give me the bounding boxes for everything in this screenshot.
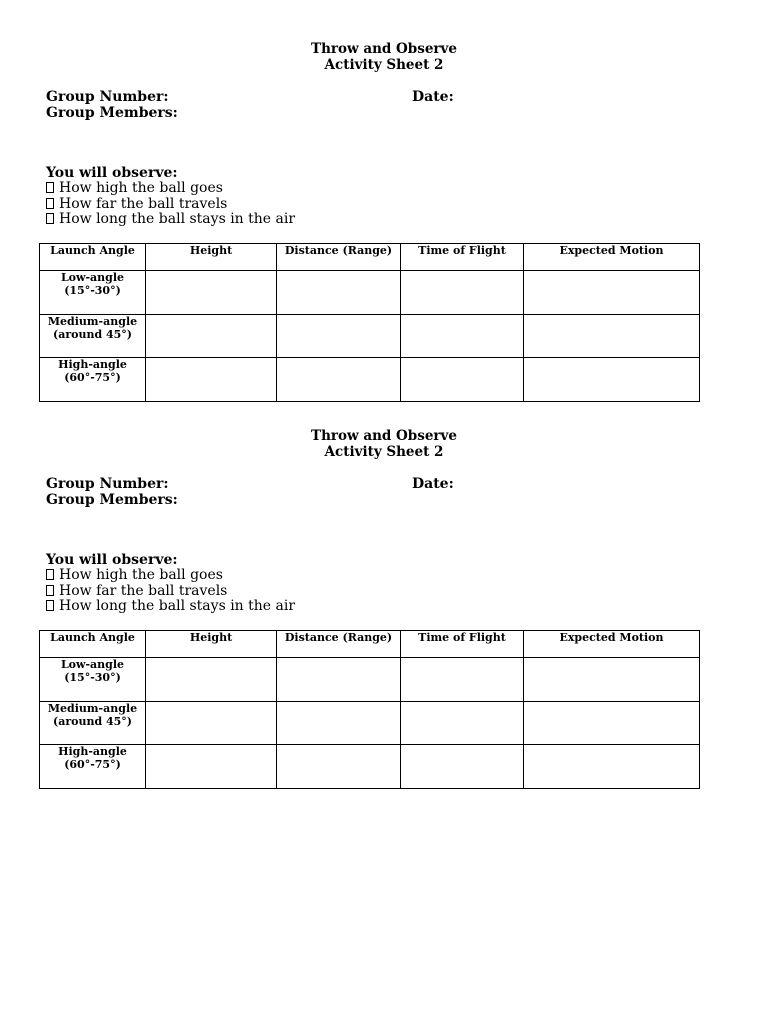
row-label-low-angle: Low-angle (15°-30°)	[40, 271, 146, 315]
header-launch-angle: Launch Angle	[40, 631, 146, 658]
checkbox-icon	[46, 182, 54, 193]
observe-item-label: How high the ball goes	[59, 567, 223, 583]
table-cell[interactable]	[146, 271, 277, 315]
table-cell[interactable]	[524, 315, 700, 358]
sheet-subtitle: Activity Sheet 2	[324, 444, 444, 460]
table-header-row	[40, 244, 700, 271]
header-expected-motion: Expected Motion	[524, 631, 700, 658]
table-cell[interactable]	[146, 358, 277, 402]
table-cell[interactable]	[277, 271, 401, 315]
table-row	[40, 745, 700, 789]
table-cell[interactable]	[277, 702, 401, 745]
observe-item	[46, 599, 295, 615]
activity-sheet-1	[0, 42, 768, 429]
checkbox-icon	[46, 600, 54, 611]
date-label: Date:	[412, 476, 454, 492]
observe-item-label: How long the ball stays in the air	[59, 211, 296, 228]
observe-item-label: How far the ball travels	[59, 582, 228, 599]
table-cell[interactable]	[524, 358, 700, 402]
table-cell[interactable]	[401, 745, 524, 789]
row-label-medium-angle: Medium-angle (around 45°)	[40, 702, 146, 745]
header-height: Height	[146, 244, 277, 271]
observe-item	[46, 568, 295, 584]
table-cell[interactable]	[277, 745, 401, 789]
header-time-of-flight: Time of Flight	[401, 631, 524, 658]
table-cell[interactable]	[146, 745, 277, 789]
observe-item	[46, 212, 295, 228]
checkbox-icon	[46, 569, 54, 580]
checkbox-icon	[46, 213, 54, 224]
table-row	[40, 315, 700, 358]
table-cell[interactable]	[401, 658, 524, 702]
observe-heading: You will observe:	[46, 552, 178, 568]
header-time-of-flight: Time of Flight	[401, 244, 524, 271]
sheet-title: Throw and Observe	[311, 41, 457, 57]
table-row	[40, 271, 700, 315]
group-members-label: Group Members:	[46, 105, 178, 121]
observe-item-label: How high the ball goes	[59, 180, 223, 196]
table-header-row	[40, 631, 700, 658]
group-number-label: Group Number:	[46, 89, 169, 105]
checkbox-icon	[46, 198, 54, 209]
observe-item	[46, 584, 295, 600]
observe-item-label: How long the ball stays in the air	[59, 598, 296, 615]
row-label-high-angle: High-angle (60°-75°)	[40, 358, 146, 402]
table-cell[interactable]	[146, 702, 277, 745]
observe-list	[46, 181, 295, 228]
observe-item	[46, 197, 295, 213]
observe-item-label: How far the ball travels	[59, 195, 228, 212]
observation-table	[39, 243, 700, 402]
date-label: Date:	[412, 89, 454, 105]
table-cell[interactable]	[401, 315, 524, 358]
table-row	[40, 658, 700, 702]
table-cell[interactable]	[524, 271, 700, 315]
group-number-label: Group Number:	[46, 476, 169, 492]
header-distance: Distance (Range)	[277, 244, 401, 271]
table-row	[40, 702, 700, 745]
checkbox-icon	[46, 585, 54, 596]
table-cell[interactable]	[146, 658, 277, 702]
observe-list	[46, 568, 295, 615]
table-cell[interactable]	[401, 271, 524, 315]
group-members-label: Group Members:	[46, 492, 178, 508]
row-label-high-angle: High-angle (60°-75°)	[40, 745, 146, 789]
sheet-subtitle: Activity Sheet 2	[324, 57, 444, 73]
header-expected-motion: Expected Motion	[524, 244, 700, 271]
table-cell[interactable]	[401, 358, 524, 402]
table-cell[interactable]	[401, 702, 524, 745]
table-cell[interactable]	[277, 358, 401, 402]
observe-item	[46, 181, 295, 197]
sheet-title: Throw and Observe	[311, 428, 457, 444]
table-cell[interactable]	[146, 315, 277, 358]
header-height: Height	[146, 631, 277, 658]
table-cell[interactable]	[524, 658, 700, 702]
table-cell[interactable]	[524, 745, 700, 789]
observe-heading: You will observe:	[46, 165, 178, 181]
header-launch-angle: Launch Angle	[40, 244, 146, 271]
row-label-medium-angle: Medium-angle (around 45°)	[40, 315, 146, 358]
header-distance: Distance (Range)	[277, 631, 401, 658]
table-row	[40, 358, 700, 402]
activity-sheet-2	[0, 429, 768, 816]
table-cell[interactable]	[277, 658, 401, 702]
observation-table	[39, 630, 700, 789]
table-cell[interactable]	[277, 315, 401, 358]
row-label-low-angle: Low-angle (15°-30°)	[40, 658, 146, 702]
table-cell[interactable]	[524, 702, 700, 745]
